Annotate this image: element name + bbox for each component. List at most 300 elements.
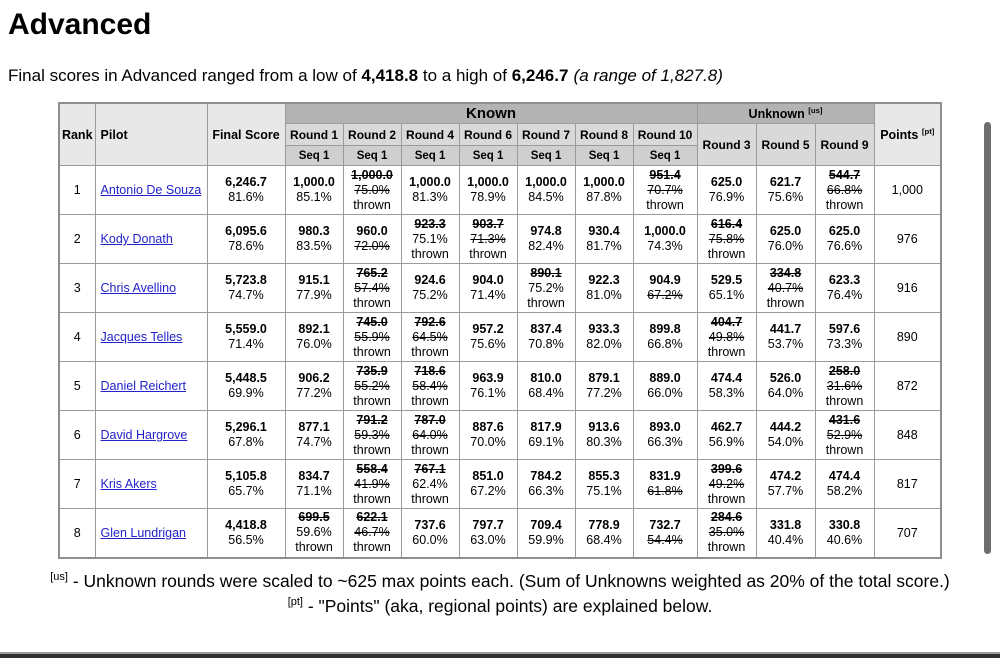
round-pct: 60.0% [412,532,448,547]
final-score-pct: 71.4% [228,337,264,351]
round-score: 890.1 [530,265,562,280]
unknown-round-cell [815,264,874,313]
round-score: 887.6 [472,420,504,434]
round-pct: 73.3% [826,337,863,351]
table-row [59,166,941,215]
unknown-round-cell [815,362,874,411]
round-score: 922.3 [588,273,620,287]
round-score: 1,000.0 [525,175,567,189]
round-pct: 75.6% [470,337,506,351]
round-score: 334.8 [769,265,802,280]
round-score: 889.0 [649,371,681,385]
round-pct: 76.6% [826,239,863,253]
final-score-pct: 65.7% [228,484,264,498]
points-label: Points [880,128,919,143]
unknown-round-cell [815,166,874,215]
pilot-cell [95,215,207,264]
round-score: 767.1 [414,461,446,476]
known-round-cell [343,509,401,558]
round-pct: 66.3% [528,484,564,498]
round-pct: 82.0% [586,337,622,351]
thrown-label: thrown [825,442,864,457]
unknown-round-cell [756,313,815,362]
known-round-cell [459,264,517,313]
known-round-cell [285,362,343,411]
table-row [59,362,941,411]
unknown-label: Unknown [748,107,805,122]
round-score: 765.2 [356,265,388,280]
known-round-cell [401,166,459,215]
seq-header: Seq 1 [459,146,517,166]
seq-header: Seq 1 [517,146,575,166]
thrown-label: thrown [825,393,864,408]
round-pct: 35.0% [708,525,745,540]
final-score-value: 5,105.8 [225,469,267,483]
round-pct: 40.4% [767,532,804,547]
page-title: Advanced [8,8,152,41]
round-pct: 70.7% [647,182,683,197]
round-pct: 71.1% [296,484,332,498]
round-pct: 53.7% [767,337,804,351]
round-pct: 54.4% [647,532,683,547]
round-score: 737.6 [414,517,446,532]
round-pct: 76.9% [708,190,745,204]
round-score: 597.6 [828,322,861,336]
header-group-row [59,103,941,124]
unknown-round-cell [756,215,815,264]
col-header-rank: Rank [59,103,95,166]
known-round-cell [459,166,517,215]
col-header-round-8: Round 8 [575,124,633,146]
known-round-cell [285,411,343,460]
known-round-cell [633,215,697,264]
footnote-points [25,594,975,619]
final-score-cell [207,264,285,313]
points-footnote-marker: [pt] [921,126,935,136]
pilot-cell [95,460,207,509]
round-score: 974.8 [530,224,562,238]
known-round-cell [517,166,575,215]
round-pct: 67.2% [647,288,683,302]
round-score: 474.2 [769,469,802,483]
known-round-cell [401,411,459,460]
final-score-value: 5,723.8 [225,273,267,287]
thrown-label: thrown [353,491,391,506]
round-pct: 66.8% [826,182,863,197]
known-round-cell [343,264,401,313]
round-score: 441.7 [769,322,802,336]
round-pct: 70.8% [528,337,564,351]
thrown-label: thrown [295,540,333,555]
col-header-round-5: Round 5 [756,124,815,166]
thrown-label: thrown [353,442,391,457]
thrown-label: thrown [411,393,449,408]
pilot-cell [95,166,207,215]
known-round-cell [459,362,517,411]
known-round-cell [401,215,459,264]
round-pct: 58.2% [826,484,863,498]
round-pct: 75.1% [412,231,448,246]
known-round-cell [575,313,633,362]
seq-header: Seq 1 [401,146,459,166]
thrown-label: thrown [527,295,565,310]
pilot-cell [95,264,207,313]
unknown-round-cell [756,362,815,411]
table-row [59,264,941,313]
table-row [59,509,941,558]
round-pct: 85.1% [296,190,332,204]
unknown-round-cell [815,460,874,509]
final-score-cell [207,313,285,362]
round-score: 1,000.0 [467,175,509,189]
pilot-link[interactable]: Jacques Telles [100,330,183,344]
round-pct: 61.8% [647,484,683,498]
round-score: 616.4 [710,216,743,231]
final-score-pct: 74.7% [228,288,264,302]
pilot-cell [95,313,207,362]
col-header-pilot: Pilot [95,103,207,166]
round-pct: 76.4% [826,288,863,302]
final-score-pct: 67.8% [228,435,264,449]
unknown-group-header [697,103,874,124]
known-round-cell [517,313,575,362]
points-cell: 872 [874,362,941,411]
table-body [59,166,941,558]
round-pct: 77.9% [296,288,332,302]
known-round-cell [285,509,343,558]
unknown-round-cell [815,509,874,558]
known-round-cell [285,166,343,215]
rank-cell: 6 [59,411,95,460]
round-pct: 69.1% [528,435,564,449]
known-round-cell [633,313,697,362]
round-score: 877.1 [298,420,330,434]
known-round-cell [343,460,401,509]
unknown-round-cell [756,509,815,558]
seq-header: Seq 1 [633,146,697,166]
col-header-round-4: Round 4 [401,124,459,146]
known-round-cell [575,460,633,509]
round-pct: 59.3% [354,427,390,442]
round-score: 913.6 [588,420,620,434]
round-pct: 59.9% [528,532,564,547]
round-pct: 78.9% [470,190,506,204]
round-score: 529.5 [710,273,743,287]
round-pct: 75.6% [767,190,804,204]
round-pct: 87.8% [586,190,622,204]
pilot-cell [95,509,207,558]
points-cell: 890 [874,313,941,362]
unknown-round-cell [756,264,815,313]
rank-cell: 5 [59,362,95,411]
pilot-link[interactable]: Daniel Reichert [100,379,186,393]
round-pct: 62.4% [412,476,448,491]
unknown-round-cell [756,166,815,215]
round-score: 622.1 [356,510,388,525]
round-score: 331.8 [769,517,802,532]
round-score: 906.2 [298,371,330,385]
round-pct: 52.9% [826,427,863,442]
round-pct: 75.2% [412,288,448,302]
unknown-round-cell [697,264,756,313]
round-score: 851.0 [472,469,504,483]
round-score: 930.4 [588,224,620,238]
round-pct: 70.0% [470,435,506,449]
final-score-value: 5,559.0 [225,322,267,336]
thrown-label: thrown [411,344,449,359]
round-score: 923.3 [414,216,446,231]
final-score-pct: 56.5% [228,532,264,547]
round-pct: 76.0% [296,337,332,351]
round-pct: 31.6% [826,378,863,393]
round-score: 735.9 [356,363,388,378]
round-pct: 76.0% [767,239,804,253]
bottom-divider [0,652,1000,658]
round-score: 745.0 [356,314,388,329]
known-round-cell [517,460,575,509]
final-score-value: 4,418.8 [225,517,267,532]
round-pct: 58.3% [708,386,745,400]
round-pct: 75.1% [586,484,622,498]
known-round-cell [575,411,633,460]
round-score: 957.2 [472,322,504,336]
round-score: 474.4 [828,469,861,483]
unknown-round-cell [815,215,874,264]
round-score: 899.8 [649,322,681,336]
unknown-round-cell [756,411,815,460]
round-score: 558.4 [356,461,388,476]
final-score-cell [207,509,285,558]
pilot-link[interactable]: David Hargrove [100,428,188,442]
round-score: 699.5 [298,510,330,525]
thrown-label: thrown [707,246,746,261]
known-round-cell [575,215,633,264]
known-round-cell [285,313,343,362]
known-round-cell [575,166,633,215]
results-table-wrapper [0,102,1000,559]
final-score-pct: 81.6% [228,190,264,204]
round-pct: 67.2% [470,484,506,498]
unknown-round-cell [697,411,756,460]
thrown-label: thrown [825,197,864,212]
thrown-label: thrown [353,197,391,212]
round-pct: 81.0% [586,288,622,302]
round-pct: 82.4% [528,239,564,253]
round-score: 474.4 [710,371,743,385]
final-score-cell [207,411,285,460]
round-pct: 71.4% [470,288,506,302]
round-pct: 64.5% [412,329,448,344]
rank-cell: 3 [59,264,95,313]
round-score: 960.0 [356,224,388,238]
rank-cell: 1 [59,166,95,215]
round-score: 933.3 [588,322,620,336]
round-score: 817.9 [530,420,562,434]
round-pct: 64.0% [412,427,448,442]
pilot-link[interactable]: Chris Avellino [100,281,177,295]
round-pct: 63.0% [470,532,506,547]
known-round-cell [459,509,517,558]
round-pct: 41.9% [354,476,390,491]
round-score: 904.9 [649,273,681,287]
known-round-cell [285,460,343,509]
round-score: 732.7 [649,517,681,532]
final-score-pct: 78.6% [228,239,264,253]
pilot-link[interactable]: Antonio De Souza [100,183,202,197]
footnote-us-marker: [us] [50,570,68,583]
round-score: 399.6 [710,461,743,476]
round-pct: 81.3% [412,190,448,204]
known-round-cell [401,362,459,411]
final-score-value: 5,448.5 [225,371,267,385]
round-pct: 56.9% [708,435,745,449]
round-pct: 74.3% [647,239,683,253]
known-round-cell [343,411,401,460]
round-score: 462.7 [710,420,743,434]
pilot-link[interactable]: Kody Donath [100,232,173,246]
pilot-link[interactable]: Glen Lundrigan [100,525,187,540]
known-round-cell [633,509,697,558]
col-header-round-2: Round 2 [343,124,401,146]
pilot-link[interactable]: Kris Akers [100,477,157,491]
round-pct: 40.7% [767,280,804,295]
rank-cell: 4 [59,313,95,362]
vertical-scrollbar[interactable] [984,122,991,554]
round-pct: 55.9% [354,329,390,344]
round-score: 621.7 [769,175,802,189]
round-pct: 66.3% [647,435,683,449]
round-score: 904.0 [472,273,504,287]
round-pct: 54.0% [767,435,804,449]
known-round-cell [459,411,517,460]
col-header-round-6: Round 6 [459,124,517,146]
round-score: 1,000.0 [644,224,686,238]
round-pct: 77.2% [586,386,622,400]
footnotes [25,569,975,620]
round-score: 709.4 [530,517,562,532]
round-score: 855.3 [588,469,620,483]
round-score: 1,000.0 [351,167,393,182]
round-pct: 71.3% [470,231,506,246]
round-score: 837.4 [530,322,562,336]
footnote-unknown-scaling [25,569,975,594]
unknown-round-cell [697,215,756,264]
round-score: 980.3 [298,224,330,238]
round-score: 879.1 [588,371,620,385]
round-pct: 75.0% [354,182,390,197]
known-round-cell [459,460,517,509]
known-round-cell [633,362,697,411]
round-score: 1,000.0 [293,175,335,189]
round-score: 963.9 [472,371,504,385]
known-round-cell [517,264,575,313]
rank-cell: 7 [59,460,95,509]
round-score: 258.0 [828,363,861,378]
round-score: 787.0 [414,412,446,427]
round-score: 892.1 [298,322,330,336]
known-round-cell [401,460,459,509]
known-round-cell [517,215,575,264]
round-score: 903.7 [472,216,504,231]
round-pct: 74.7% [296,435,332,449]
known-round-cell [343,313,401,362]
thrown-label: thrown [707,491,746,506]
round-pct: 57.7% [767,484,804,498]
thrown-label: thrown [766,295,805,310]
thrown-label: thrown [353,540,391,555]
col-header-round-1: Round 1 [285,124,343,146]
footnote-pt-marker: [pt] [287,596,303,609]
round-score: 1,000.0 [583,175,625,189]
round-score: 797.7 [472,517,504,532]
points-cell: 976 [874,215,941,264]
rank-cell: 8 [59,509,95,558]
final-score-value: 5,296.1 [225,420,267,434]
thrown-label: thrown [646,197,684,212]
points-cell: 848 [874,411,941,460]
points-cell: 916 [874,264,941,313]
intro-text [8,66,1000,86]
final-score-value: 6,246.7 [225,175,267,189]
known-round-cell [401,509,459,558]
known-round-cell [575,362,633,411]
final-score-cell [207,460,285,509]
round-score: 404.7 [710,314,743,329]
round-pct: 76.1% [470,386,506,400]
round-pct: 75.2% [528,280,564,295]
final-score-value: 6,095.6 [225,224,267,238]
thrown-label: thrown [469,246,507,261]
thrown-label: thrown [353,344,391,359]
unknown-round-cell [697,362,756,411]
round-pct: 64.0% [767,386,804,400]
known-round-cell [343,362,401,411]
known-round-cell [285,264,343,313]
seq-header: Seq 1 [343,146,401,166]
known-round-cell [633,166,697,215]
thrown-label: thrown [353,295,391,310]
footnote-us-text: - Unknown rounds were scaled to ~625 max points each. (Sum of Unknowns weighted as 20% of the total score.) [67,570,950,591]
known-round-cell [285,215,343,264]
col-header-round-3: Round 3 [697,124,756,166]
round-pct: 68.4% [586,532,622,547]
col-header-points [874,103,941,166]
round-pct: 80.3% [586,435,622,449]
known-round-cell [575,509,633,558]
rank-cell: 2 [59,215,95,264]
seq-header: Seq 1 [575,146,633,166]
unknown-footnote-marker: [us] [808,105,823,115]
pilot-cell [95,362,207,411]
table-row [59,411,941,460]
round-pct: 83.5% [296,239,332,253]
round-pct: 84.5% [528,190,564,204]
known-round-cell [517,509,575,558]
known-round-cell [633,411,697,460]
round-score: 784.2 [530,469,562,483]
round-score: 625.0 [769,224,802,238]
col-header-round-10: Round 10 [633,124,697,146]
round-pct: 49.2% [708,476,745,491]
round-pct: 40.6% [826,532,863,547]
low-score-value: 4,418.8 [361,66,419,85]
thrown-label: thrown [411,491,449,506]
pilot-cell [95,411,207,460]
round-score: 791.2 [356,412,388,427]
round-score: 284.6 [710,510,743,525]
round-pct: 59.6% [296,525,332,540]
round-pct: 77.2% [296,386,332,400]
